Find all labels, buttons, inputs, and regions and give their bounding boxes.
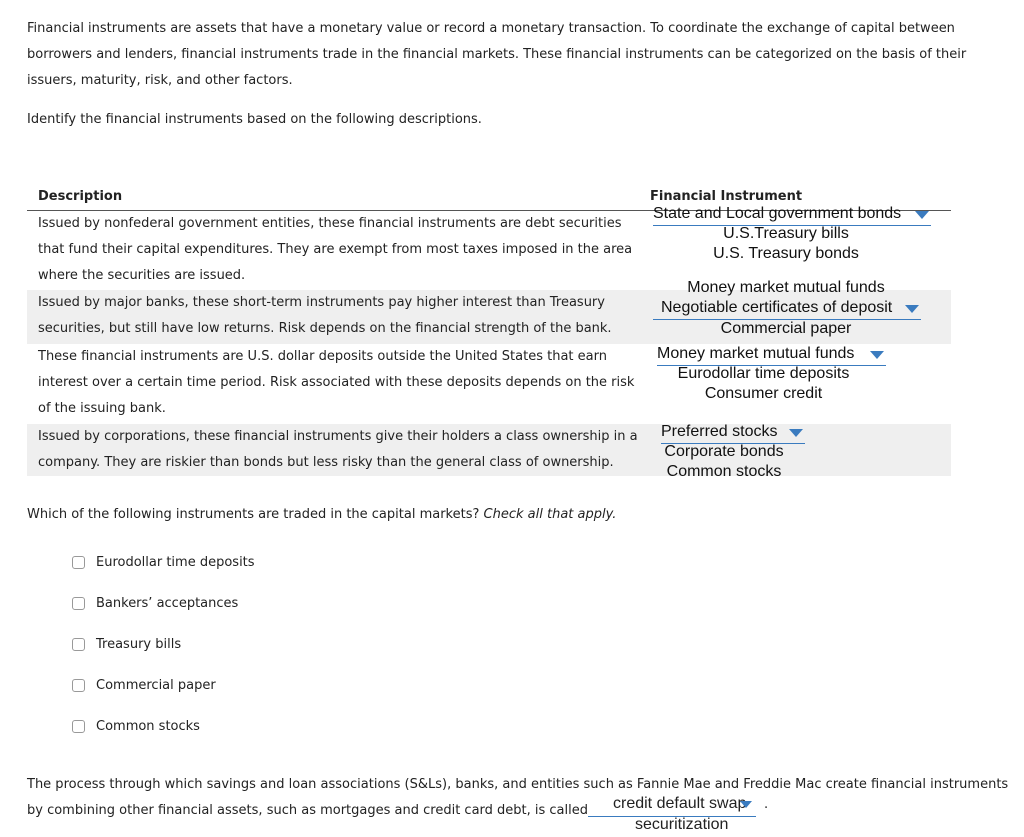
checkbox-option[interactable] xyxy=(72,716,200,736)
table-row xyxy=(27,423,951,480)
checkbox-label[interactable]: Common stocks xyxy=(96,718,200,734)
dropdown-option[interactable]: Money market mutual funds xyxy=(657,345,855,362)
dropdown-option[interactable]: Corporate bonds xyxy=(664,443,784,460)
chevron-down-icon[interactable] xyxy=(789,429,803,437)
dropdown-selected[interactable] xyxy=(653,205,931,226)
checkbox-option[interactable] xyxy=(72,675,216,695)
chevron-down-icon[interactable] xyxy=(915,211,929,219)
sentence-period: . xyxy=(764,797,769,812)
capital-markets-question xyxy=(27,503,616,527)
identify-prompt: Identify the financial instruments based on the following descriptions. xyxy=(27,112,482,127)
instrument-column-header: Financial Instrument xyxy=(650,189,803,204)
dropdown-option[interactable]: Common stocks xyxy=(666,463,782,480)
row-description: Issued by major banks, these short-term instruments pay higher interest than Treasury securities, but still have low returns. Risk depends on the financial strength of the bank. xyxy=(38,295,612,336)
checkbox[interactable] xyxy=(72,638,85,651)
dropdown-selected[interactable] xyxy=(588,795,756,817)
question-hint: Check all that apply. xyxy=(483,507,617,522)
chevron-down-icon[interactable] xyxy=(740,801,752,808)
checkbox[interactable] xyxy=(72,679,85,692)
checkbox[interactable] xyxy=(72,556,85,569)
checkbox-label[interactable]: Eurodollar time deposits xyxy=(96,554,255,570)
dropdown-selected[interactable] xyxy=(657,345,886,366)
dropdown-selected[interactable] xyxy=(661,423,805,444)
checkbox-option[interactable] xyxy=(72,552,255,572)
intro-paragraph: Financial instruments are assets that have a monetary value or record a monetary transaction. To coordinate the exchange of capital between borrowers and lenders, financial instruments trade in the financial markets. These financial instruments can be categorized on the basis of their issuers, maturity, risk, and other factors. xyxy=(27,21,967,88)
dropdown-option[interactable]: securitization xyxy=(635,816,729,833)
row-description: Issued by nonfederal government entities, these financial instruments are debt securities that fund their capital expenditures. They are exempt from most taxes imposed in the area where the securities are issued. xyxy=(38,216,633,283)
dropdown-option[interactable]: Negotiable certificates of deposit xyxy=(661,299,893,316)
checkbox-label[interactable]: Commercial paper xyxy=(96,677,216,693)
dropdown-option[interactable]: Eurodollar time deposits xyxy=(677,365,850,382)
dropdown-option[interactable]: U.S. Treasury bonds xyxy=(713,245,859,262)
checkbox-label[interactable]: Treasury bills xyxy=(96,636,182,652)
chevron-down-icon[interactable] xyxy=(905,305,919,313)
row-description: These financial instruments are U.S. dollar deposits outside the United States that earn interest over a certain time period. Risk associated with these deposits depends on the risk of the issuing bank. xyxy=(38,349,635,416)
dropdown-option[interactable]: Money market mutual funds xyxy=(687,279,885,296)
dropdown-option[interactable]: State and Local government bonds xyxy=(653,205,902,222)
checkbox-option[interactable] xyxy=(72,634,181,654)
dropdown-option[interactable]: Consumer credit xyxy=(704,385,823,402)
dropdown-option[interactable]: Preferred stocks xyxy=(661,423,778,440)
checkbox-option[interactable] xyxy=(72,593,238,613)
description-column-header: Description xyxy=(38,189,123,204)
dropdown-selected[interactable] xyxy=(653,299,921,320)
row-description: Issued by corporations, these financial instruments give their holders a class ownership in a company. They are riskier than bonds but less risky than the general class of ownership. xyxy=(38,429,638,470)
question-text: Which of the following instruments are traded in the capital markets? xyxy=(27,507,480,522)
dropdown-option[interactable]: U.S.Treasury bills xyxy=(723,225,849,242)
securitization-question: The process through which savings and loan associations (S&Ls), banks, and entities such as Fannie Mae and Freddie Mac create financial instruments by combining other financial assets, such as mortgages and credit card debt, is called xyxy=(27,777,1009,818)
checkbox[interactable] xyxy=(72,597,85,610)
chevron-down-icon[interactable] xyxy=(870,351,884,359)
dropdown-option[interactable]: credit default swap xyxy=(613,795,747,812)
table-row xyxy=(27,279,951,344)
checkbox-label[interactable]: Bankers’ acceptances xyxy=(96,595,239,611)
table-row xyxy=(27,344,951,424)
dropdown-option[interactable]: Commercial paper xyxy=(720,320,852,337)
checkbox[interactable] xyxy=(72,720,85,733)
